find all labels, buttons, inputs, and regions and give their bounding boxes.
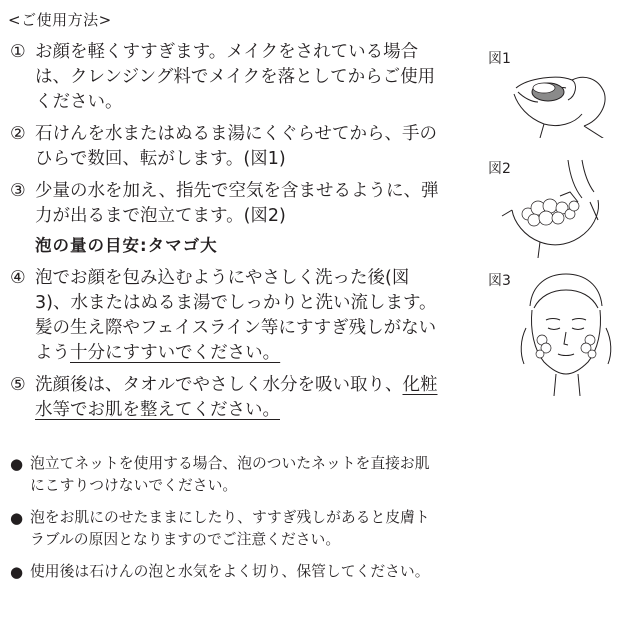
step-number: ⑤ (10, 375, 26, 395)
hands-rolling-soap-icon (488, 48, 618, 138)
section-heading: <ご使用方法> (8, 11, 112, 29)
bullet-icon: ● (10, 563, 24, 581)
note-item (10, 453, 440, 497)
step-text-plain: 洗顔後は、タオルでやさしく水分を吸い取り、 (35, 375, 403, 395)
step-number: ② (10, 124, 26, 144)
step-text (35, 373, 440, 423)
note-text: 使用後は石けんの泡と水気をよく切り、保管してください。 (30, 563, 430, 580)
step-1 (10, 40, 440, 115)
note-item (10, 561, 440, 583)
step-number: ① (10, 42, 26, 62)
step-5 (10, 373, 440, 423)
step-number: ③ (10, 181, 26, 201)
step-number: ④ (10, 268, 26, 288)
bullet-icon: ● (10, 455, 24, 473)
step-text-plain: 泡でお顔を包み込むようにやさしく洗った後(図3)、水またはぬるま湯でしっかりと洗い流します。髪の生え際やフェイスライン等にすすぎ残しがないよう (35, 268, 437, 363)
figure-3 (488, 270, 628, 400)
note-text: 泡立てネットを使用する場合、泡のついたネットを直接お肌にこすりつけないでください。 (30, 455, 430, 494)
figure-label: 図1 (488, 51, 511, 67)
note-text: 泡をお肌にのせたままにしたり、すすぎ残しがあると皮膚トラブルの原因となりますのでご注意ください。 (30, 509, 430, 548)
bullet-icon: ● (10, 509, 24, 527)
figure-1 (488, 48, 618, 138)
step-text: 少量の水を加え、指先で空気を含ませるように、弾力が出るまで泡立てます。(図2) (35, 181, 439, 226)
hands-lathering-foam-icon (488, 158, 618, 258)
step-text (35, 266, 440, 366)
step-text: 石けんを水またはぬるま湯にくぐらせてから、手のひらで数回、転がします。(図1) (35, 124, 437, 169)
step-text-underlined: 十分にすすいでください。 (70, 343, 281, 363)
face-washing-icon (488, 270, 628, 400)
step-text-underlined: 化粧水等でお肌を整えてください。 (35, 375, 438, 420)
step-4 (10, 266, 440, 366)
step-text: お顔を軽くすすぎます。メイクをされている場合は、クレンジング料でメイクを落としてからご使用ください。 (35, 42, 436, 112)
figure-label: 図2 (488, 161, 511, 177)
foam-amount-guide: 泡の量の目安:タマゴ大 (35, 236, 218, 255)
figure-2 (488, 158, 618, 258)
step-2 (10, 122, 440, 172)
step-3 (10, 179, 440, 229)
note-item (10, 507, 440, 551)
caution-notes (10, 453, 440, 593)
figure-label: 図3 (488, 273, 511, 289)
usage-steps (10, 40, 440, 430)
